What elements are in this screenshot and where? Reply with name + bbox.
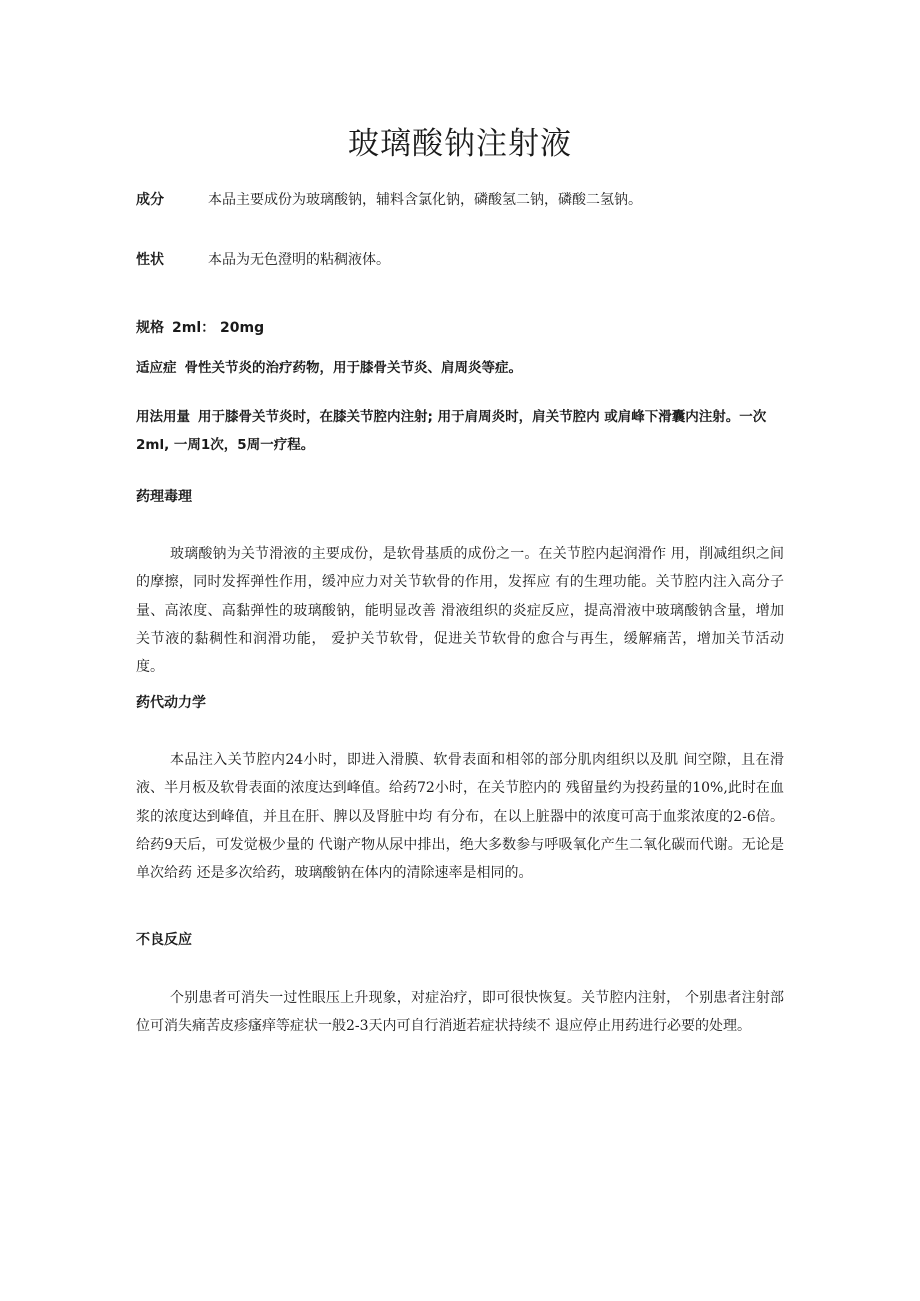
pharmacology-text: 玻璃酸钠为关节滑液的主要成份，是软骨基质的成份之一。在关节腔内起润滑作 用，削减组织之间的摩擦，同时发挥弹性作用，缓冲应力对关节软骨的作用，发挥应 有的生理功能。关节腔内注入高分子量、高浓度、高黏弹性的玻璃酸钠，能明显改善 滑液组织的炎症反应，提高滑液中玻璃酸钠含量，增加关节液的黏稠性和润滑功能， 爱护关节软骨，促进关节软骨的愈合与再生，缓解痛苦，增加关节活动度。: [136, 546, 784, 676]
ingredients-label: 成分: [136, 192, 164, 208]
spec-text: 2ml： 20mg: [172, 320, 265, 336]
pharmacology-heading: 药理毒理: [136, 489, 192, 505]
pharmacokinetics-heading: 药代动力学: [136, 695, 206, 711]
ingredients-text: 本品主要成份为玻璃酸钠，辅料含氯化钠，磷酸氢二钠，磷酸二氢钠。: [208, 192, 642, 208]
spec-label: 规格: [136, 320, 164, 336]
dosage-label: 用法用量: [136, 409, 190, 425]
ingredients-row: [136, 190, 642, 210]
appearance-text: 本品为无色澄明的粘稠液体。: [208, 252, 390, 268]
pharmacokinetics-text: 本品注入关节腔内24小时，即进入滑膜、软骨表面和相邻的部分肌肉组织以及肌 间空隙，且在滑液、半月板及软骨表面的浓度达到峰值。给药72小时，在关节腔内的 残留量约为投药量的10%,此时在血浆的浓度达到峰值，并且在肝、脾以及肾脏中均 有分布，在以上脏器中的浓度可高于血浆浓度的2-6倍。给药9天后，可发觉极少量的 代谢产物从尿中排出，绝大多数参与呼吸氧化产生二氧化碳而代谢。无论是单次给药 还是多次给药，玻璃酸钠在体内的清除速率是相同的。: [136, 752, 784, 882]
adverse-text: 个别患者可消失一过性眼压上升现象，对症治疗，即可很快恢复。关节腔内注射， 个别患者注射部位可消失痛苦皮疹瘙痒等症状一般2-3天内可自行消逝若症状持续不 退应停止用药进行必要的处理。: [136, 990, 784, 1035]
appearance-label: 性状: [136, 252, 164, 268]
page-title: 玻璃酸钠注射液: [348, 126, 572, 162]
dosage-row: [136, 403, 786, 459]
indications-text: 骨性关节炎的治疗药物，用于膝骨关节炎、肩周炎等症。: [184, 360, 522, 376]
dosage-text: 用于膝骨关节炎时，在膝关节腔内注射; 用于肩周炎时，肩关节腔内 或肩峰下滑囊内注射。一次2ml, 一周1次，5周一疗程。: [136, 409, 767, 453]
indications-row: [136, 354, 786, 382]
adverse-heading: 不良反应: [136, 932, 192, 948]
indications-label: 适应症: [136, 360, 177, 376]
spec-row: [136, 318, 264, 338]
appearance-row: [136, 250, 390, 270]
